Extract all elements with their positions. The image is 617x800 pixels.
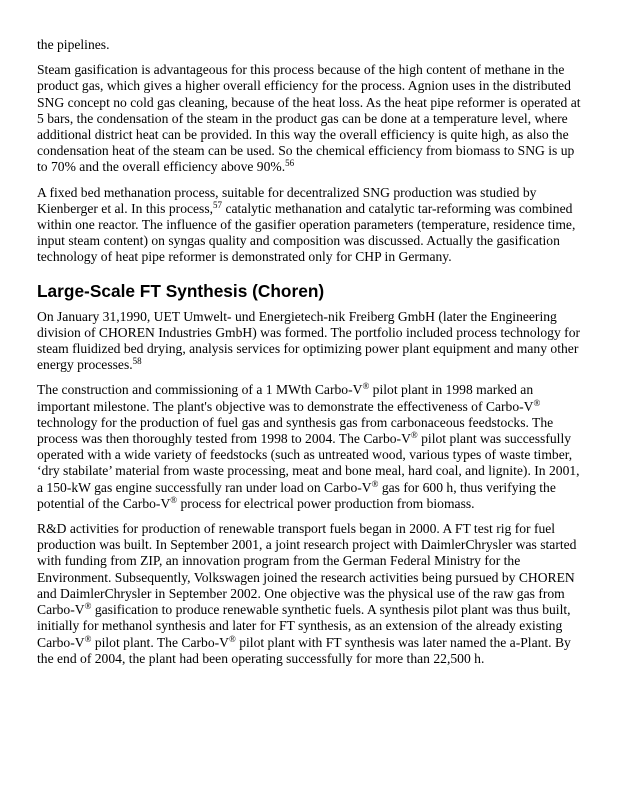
paragraph-rd-activities bbox=[37, 521, 584, 667]
registered-mark: ® bbox=[84, 601, 92, 612]
paragraph-fixed-bed-methanation bbox=[37, 185, 584, 266]
paragraph-text: pilot plant in 1998 marked an important milestone. The plant's objective was to demonstrate the effectiveness of Carbo-V bbox=[37, 382, 534, 414]
paragraph-steam-gasification bbox=[37, 62, 584, 175]
reference-57: 57 bbox=[213, 199, 223, 210]
paragraph-continuation bbox=[37, 37, 584, 53]
registered-mark: ® bbox=[371, 478, 379, 489]
paragraph-text: technology for the production of fuel gas and synthesis gas from carbonaceous feedstocks. The process was then thoroughly tested from 1998 to 2004. The Carbo-V bbox=[37, 414, 554, 447]
registered-mark: ® bbox=[410, 430, 418, 441]
paragraph-text: pilot plant. The Carbo-V bbox=[91, 634, 229, 650]
paragraph-text: pilot plant was successfully operated with a wide variety of feedstocks (such as untreated wood, various types of waste timber, ‘dry stabilate’ material from waste processing, meat and bone meal, hard coal, and lignite). In 2001, a 150-kW gas engine successfully ran under load on Carbo-V bbox=[37, 431, 580, 495]
registered-mark: ® bbox=[533, 397, 541, 408]
paragraph-text: catalytic methanation and catalytic tar-reforming was combined within one reactor. The influence of the gasifier operation parameters (temperature, residence time, input steam content) on syngas quality and composition was discussed. Actually the gasification technology of heat pipe reformer is demonstrated only for CHP in Germany. bbox=[37, 200, 576, 265]
registered-mark: ® bbox=[362, 381, 370, 392]
paragraph-text: A fixed bed methanation process, suitable for decentralized SNG production was studied by Kienberger et al. In this process, bbox=[37, 184, 537, 216]
reference-58: 58 bbox=[132, 356, 142, 367]
registered-mark: ® bbox=[84, 633, 92, 644]
document-page bbox=[37, 37, 584, 676]
registered-mark: ® bbox=[228, 633, 236, 644]
paragraph-text: pilot plant with FT synthesis was later named the a-Plant. By the end of 2004, the plant had been operating successfully for more than 22,500 h. bbox=[37, 634, 571, 666]
paragraph-text: gas for 600 h, thus verifying the potential of the Carbo-V bbox=[37, 479, 556, 511]
registered-mark: ® bbox=[170, 494, 178, 505]
paragraph-text: R&D activities for production of renewable transport fuels began in 2000. A FT test rig for fuel production was built. In September 2001, a joint research project with DaimlerChrysler was started with funding from ZIP, an innovation program from the German Federal Ministry for the Environment. Subsequently, Volkswagen joined the research activities being pursued by CHOREN and DaimlerChrysler in September 2002. One objective was the physical use of the raw gas from Carbo-V bbox=[37, 521, 577, 618]
paragraph-text: the pipelines. bbox=[37, 37, 110, 52]
paragraph-uet-founding bbox=[37, 309, 584, 374]
paragraph-text: The construction and commissioning of a 1 MWth Carbo-V bbox=[37, 382, 363, 398]
paragraph-text: process for electrical power production from biomass. bbox=[177, 495, 475, 511]
section-heading: Large-Scale FT Synthesis (Choren) bbox=[37, 280, 325, 301]
paragraph-text: gasification to produce renewable synthetic fuels. A synthesis pilot plant was thus built, initially for methanol synthesis and later for FT synthesis, as an extension of the already existing Carbo-V bbox=[37, 602, 571, 650]
paragraph-text: Steam gasification is advantageous for this process because of the high content of methane in the product gas, which gives a higher overall efficiency for the process. Agnion uses in the distributed SNG concept no cold gas cleaning, because of the heat loss. As the heat pipe reformer is operated at 5 bars, the condensation of the steam in the product gas can be done at a temperature level, where additional district heat can be provided. In this way the overall efficiency is quite high, as also the condensation heat of the steam can be used. So the chemical efficiency from biomass to SNG is up to 70% and the overall efficiency above 90%. bbox=[37, 62, 581, 175]
reference-56: 56 bbox=[285, 158, 295, 169]
paragraph-text: On January 31,1990, UET Umwelt- und Energietech-nik Freiberg GmbH (later the Engineering division of CHOREN Industries GmbH) was formed. The portfolio included process technology for steam fluidized bed drying, analysis services for optimizing power plant equipment and many other energy processes. bbox=[37, 308, 581, 373]
paragraph-carbo-v-pilot bbox=[37, 382, 584, 512]
